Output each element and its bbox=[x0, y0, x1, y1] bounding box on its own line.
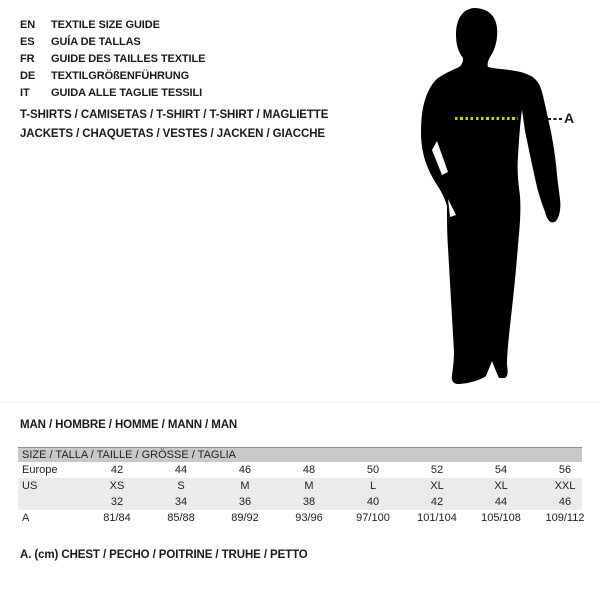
measurement-footnote: A. (cm) CHEST / PECHO / POITRINE / TRUHE / PETTO bbox=[20, 549, 308, 561]
list-item bbox=[20, 16, 205, 33]
table-row-us bbox=[18, 478, 582, 494]
list-item bbox=[20, 84, 205, 101]
table-cell: 109/112 bbox=[545, 512, 585, 524]
table-cell: 46 bbox=[558, 496, 572, 508]
language-guide-title: GUIDA ALLE TAGLIE TESSILI bbox=[51, 86, 203, 99]
category-line-jackets: JACKETS / CHAQUETAS / VESTES / JACKEN / GIACCHE bbox=[20, 127, 325, 140]
language-guide-title: GUIDE DES TAILLES TEXTILE bbox=[51, 52, 206, 65]
man-silhouette-figure bbox=[390, 0, 600, 420]
table-cell: 81/84 bbox=[103, 512, 131, 524]
language-code: FR bbox=[20, 52, 35, 65]
table-cell: XS bbox=[109, 480, 125, 492]
table-cell: 38 bbox=[302, 496, 316, 508]
language-guide-title: TEXTILGRÖßENFÜHRUNG bbox=[51, 69, 190, 82]
table-cell: M bbox=[304, 480, 314, 492]
table-cell: XL bbox=[494, 480, 508, 492]
table-cell: 32 bbox=[110, 496, 124, 508]
chest-measure-line bbox=[455, 117, 518, 120]
language-code: DE bbox=[20, 69, 36, 82]
row-label bbox=[18, 494, 85, 510]
table-cell: 42 bbox=[110, 464, 124, 476]
language-code: EN bbox=[20, 18, 36, 31]
table-row-chest-a bbox=[18, 510, 585, 526]
language-code: ES bbox=[20, 35, 35, 48]
garment-categories bbox=[20, 106, 328, 143]
list-item bbox=[20, 67, 205, 84]
table-cell: 36 bbox=[238, 496, 252, 508]
table-cell: 89/92 bbox=[231, 512, 259, 524]
size-table bbox=[18, 447, 585, 526]
table-cell: 93/96 bbox=[295, 512, 323, 524]
language-code: IT bbox=[20, 86, 30, 99]
table-cell: 85/88 bbox=[167, 512, 195, 524]
measure-label-a: A bbox=[564, 110, 575, 126]
table-cell: M bbox=[240, 480, 250, 492]
section-divider bbox=[0, 402, 600, 403]
table-cell: 101/104 bbox=[417, 512, 457, 524]
list-item bbox=[20, 33, 205, 50]
table-cell: 50 bbox=[366, 464, 380, 476]
row-label: A bbox=[22, 512, 30, 524]
row-label: Europe bbox=[22, 464, 58, 476]
table-row-numeric bbox=[18, 494, 582, 510]
list-item bbox=[20, 50, 205, 67]
language-guide-title: TEXTILE SIZE GUIDE bbox=[51, 18, 160, 31]
size-table-header: SIZE / TALLA / TAILLE / GRÖSSE / TAGLIA bbox=[18, 447, 582, 462]
table-cell: 44 bbox=[494, 496, 508, 508]
table-cell: 56 bbox=[558, 464, 572, 476]
table-cell: L bbox=[369, 480, 377, 492]
table-cell: 34 bbox=[174, 496, 188, 508]
row-label: US bbox=[22, 480, 38, 492]
table-cell: 46 bbox=[238, 464, 252, 476]
man-silhouette-icon bbox=[390, 0, 600, 420]
table-cell: 54 bbox=[494, 464, 508, 476]
table-cell: 42 bbox=[430, 496, 444, 508]
language-guide-list bbox=[20, 16, 205, 101]
table-cell: 40 bbox=[366, 496, 380, 508]
table-cell: 44 bbox=[174, 464, 188, 476]
table-cell: 97/100 bbox=[356, 512, 390, 524]
table-cell: XL bbox=[430, 480, 444, 492]
section-title-man: MAN / HOMBRE / HOMME / MANN / MAN bbox=[20, 419, 238, 431]
measure-callout-line bbox=[548, 118, 562, 120]
table-cell: XXL bbox=[554, 480, 576, 492]
table-row-europe bbox=[18, 462, 582, 478]
category-line-tshirts: T-SHIRTS / CAMISETAS / T-SHIRT / T-SHIRT / MAGLIETTE bbox=[20, 109, 329, 121]
table-cell: 48 bbox=[302, 464, 316, 476]
table-cell: 52 bbox=[430, 464, 444, 476]
language-guide-title: GUÍA DE TALLAS bbox=[51, 35, 141, 48]
table-cell: S bbox=[177, 480, 185, 492]
table-cell: 105/108 bbox=[481, 512, 521, 524]
